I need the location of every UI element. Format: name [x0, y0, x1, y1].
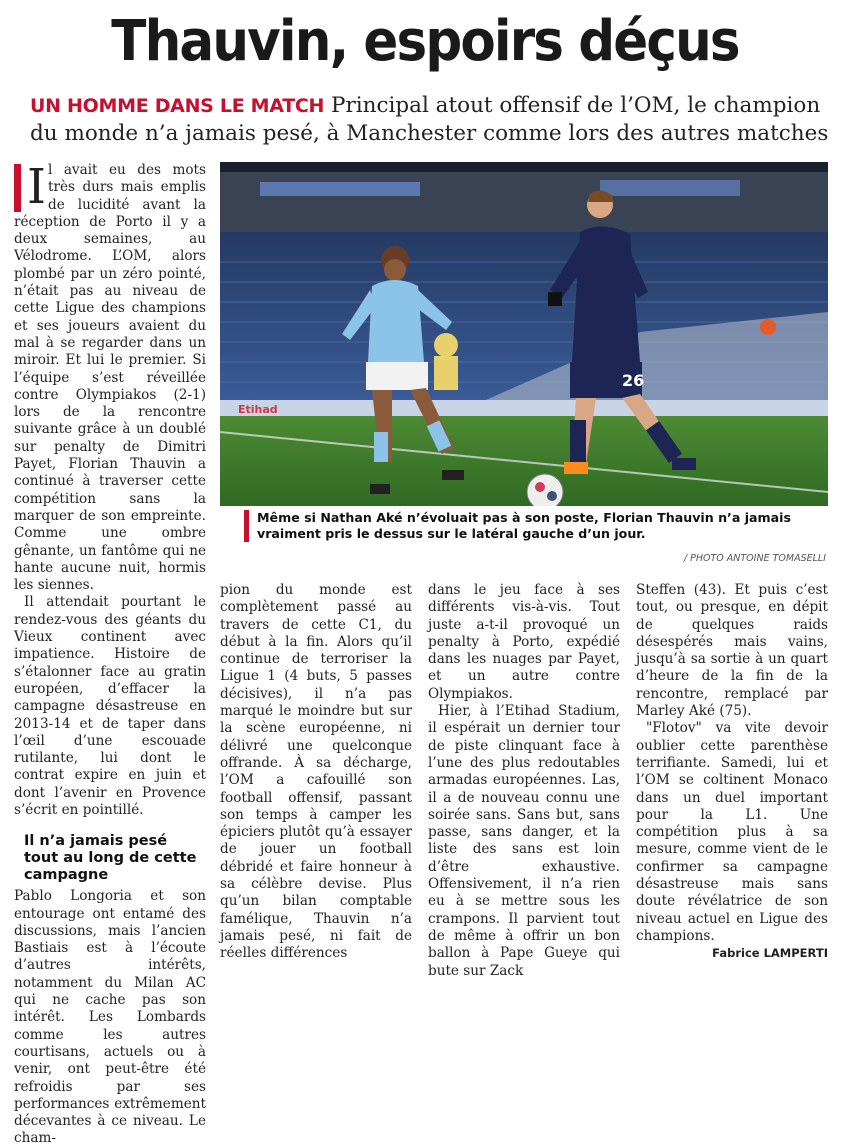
column-1 [14, 159, 206, 1148]
paragraph: pion du monde est complètement passé au travers de cette C1, du début à la fin. Alors qu’il continue de terroriser la Ligue 1 (4 buts, 5 passes décisives), il n’a pas marqué le moindre but sur la scène européenne, ni délivré une quelconque offrande. À sa décharge, l’OM a cafouillé son football offensif, passant son temps à camper les épiciers plutôt qu’à essayer de jouer un football débridé et faire honneur à sa célèbre devise. Plus qu’un bilan comptable famélique, Thauvin n’a jamais pesé, ni fait de réelles différences [220, 582, 412, 962]
headline: Thauvin, espoirs déçus [111, 9, 739, 74]
column-4 [636, 582, 828, 963]
column-3 [428, 582, 620, 980]
paragraph: Pablo Longoria et son entourage ont entamé des discussions, mais l’ancien Bastiais est à l’écoute d’autres intérêts, notamment du Milan AC qui ne cache pas son intérêt. Les Lombards comme les autres courtisans, actuels ou à venir, ont peut-être été refroidis par ses performances extrêmement décevantes à ce niveau. Le cham- [14, 888, 206, 1147]
photo-caption: Même si Nathan Aké n’évoluait pas à son poste, Florian Thauvin n’a jamais vraiment pris le dessus sur le latéral gauche d’un jour. [244, 510, 841, 542]
paragraph: l avait eu des mots très durs mais emplis de lucidité avant la réception de Porto il y a deux semaines, au Vélodrome. L’OM, alors plombé par un zéro pointé, n’était pas au niveau de cette Ligue des champions et ses joueurs avaient du mal à se regarder dans un miroir. Et lui le premier. Si l’équipe s’est réveillée contre Olympiakos (2-1) lors de la rencontre suivante grâce à un doublé sur penalty de Dimitri Payet, Florian Thauvin a continué à traverser cette compétition sans la marquer de son empreinte. Comme une ombre gênante, un fantôme qui ne hante aucune nuit, hormis les siennes. [14, 162, 206, 594]
paragraph: Hier, à l’Etihad Stadium, il espérait un dernier tour de piste clinquant face à l’une des plus redoutables armadas européennes. Las, il a de nouveau connu une soirée sans. Sans but, sans passe, sans danger, et la liste des sans est loin d’être exhaustive. Offensivement, il n’a rien eu à se mettre sous les crampons. Il parvient tout de même à offrir un bon ballon à Pape Gueye qui bute sur Zack [428, 703, 620, 979]
match-photo [220, 162, 828, 506]
photo-illustration [220, 162, 828, 506]
paragraph: Il attendait pourtant le rendez-vous des géants du Vieux continent avec impatience. Histoire de s’étalonner face au gratin européen, d’effacer la campagne désastreuse en 2013-14 et de taper dans l’œil d’une escouade rutilante, lui dont le contrat expire en juin et dont l’avenir en Provence s’écrit en pointillé. [14, 594, 206, 818]
board-text: Etihad [238, 403, 278, 416]
column-2 [220, 582, 412, 963]
photo-credit: / PHOTO ANTOINE TOMASELLI [683, 553, 826, 564]
paragraph: "Flotov" va vite devoir oublier cette parenthèse terrifiante. Samedi, lui et l’OM se coltinent Monaco dans un duel important pour la L1. Une compétition plus à sa mesure, comme vient de le confirmer sa campagne désastreuse mais sans doute révélatrice de son niveau actuel en Ligue des champions. [636, 720, 828, 944]
deck-text: Principal atout offensif de l’OM, le champion du monde n’a jamais pesé, à Manchester comme lors des autres matches [30, 93, 829, 146]
kicker: UN HOMME DANS LE MATCH [30, 95, 325, 117]
ball [527, 474, 563, 506]
dropcap: I [14, 164, 40, 212]
jersey-number: 26 [622, 371, 645, 390]
subheading: Il n’a jamais pesé tout au long de cette campagne [24, 833, 197, 884]
paragraph: dans le jeu face à ses différents vis-à-vis. Tout juste a-t-il provoqué un penalty à Porto, expédié dans les nuages par Payet, et un autre contre Olympiakos. [428, 582, 620, 702]
deck [30, 92, 830, 147]
author-signature: Fabrice LAMPERTI [712, 946, 828, 961]
paragraph: Steffen (43). Et puis c’est tout, ou presque, en dépit de quelques raids désespérés mais vains, jusqu’à sa sortie à un quart d’heure de la fin de la rencontre, remplacé par Marley Aké (75). [636, 582, 828, 720]
